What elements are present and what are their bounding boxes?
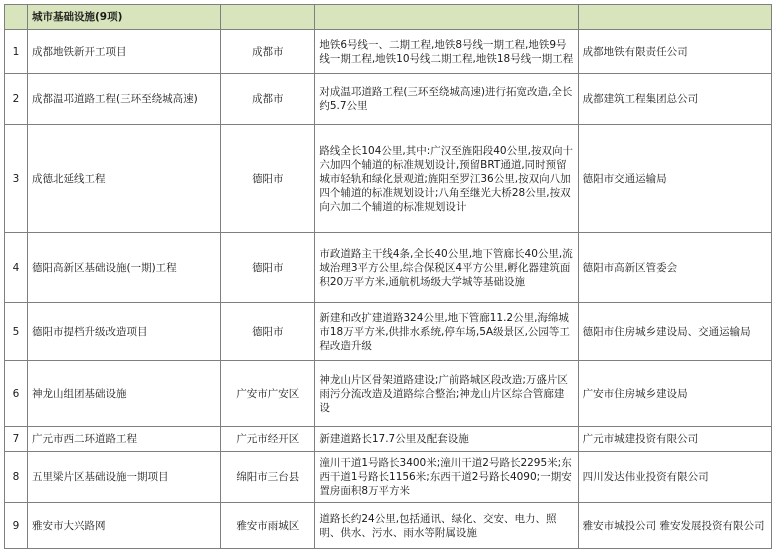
row-number: 7 xyxy=(5,427,28,452)
project-owner: 德阳市交通运输局 xyxy=(578,125,771,233)
project-name: 成都温邛道路工程(三环至绕城高速) xyxy=(27,74,220,125)
table-row xyxy=(5,30,772,74)
project-location: 绵阳市三台县 xyxy=(221,452,315,503)
header-spacer-cell xyxy=(5,5,28,30)
row-number: 2 xyxy=(5,74,28,125)
row-number: 9 xyxy=(5,503,28,549)
header-empty-cell xyxy=(315,5,578,30)
project-content: 路线全长104公里,其中:广汉至旌阳段40公里,按双向十六加四个辅道的标准规划设计,预留BRT通道,同时预留城市轻轨和绿化景观道;旌阳至罗江36公里,按双向八加四个辅道的标准规划设计;八角至继光大桥28公里,按双向六加二个辅道的标准规划设计 xyxy=(315,125,578,233)
project-location: 成都市 xyxy=(221,74,315,125)
project-owner: 成都建筑工程集团总公司 xyxy=(578,74,771,125)
project-content: 新建和改扩建道路324公里,地下管廊11.2公里,海绵城市18万平方米,供排水系统,停车场,5A级景区,公园等工程改造升级 xyxy=(315,303,578,361)
project-content: 神龙山片区骨架道路建设;广前路城区段改造;万盛片区雨污分流改造及道路综合整治;神龙山片区综合管廊建设 xyxy=(315,361,578,427)
header-empty-cell xyxy=(221,5,315,30)
project-content: 市政道路主干线4条,全长40公里,地下管廊长40公里,流域治理3平方公里,综合保税区4平方公里,孵化器建筑面积20万平方米,通航机场级大学城等基础设施 xyxy=(315,233,578,303)
project-location: 广元市经开区 xyxy=(221,427,315,452)
project-location: 雅安市雨城区 xyxy=(221,503,315,549)
table-row xyxy=(5,361,772,427)
row-number: 5 xyxy=(5,303,28,361)
section-title: 城市基础设施(9项) xyxy=(27,5,220,30)
table-row xyxy=(5,233,772,303)
project-owner: 成都地铁有限责任公司 xyxy=(578,30,771,74)
row-number: 6 xyxy=(5,361,28,427)
infrastructure-table xyxy=(4,4,772,549)
project-location: 德阳市 xyxy=(221,125,315,233)
project-content: 新建道路长17.7公里及配套设施 xyxy=(315,427,578,452)
project-name: 德阳高新区基础设施(一期)工程 xyxy=(27,233,220,303)
project-owner: 广安市住房城乡建设局 xyxy=(578,361,771,427)
project-owner: 广元市城建投资有限公司 xyxy=(578,427,771,452)
project-owner: 四川发达伟业投资有限公司 xyxy=(578,452,771,503)
table-row xyxy=(5,427,772,452)
row-number: 1 xyxy=(5,30,28,74)
project-owner: 雅安市城投公司 雅安发展投资有限公司 xyxy=(578,503,771,549)
project-owner: 德阳市住房城乡建设局、交通运输局 xyxy=(578,303,771,361)
project-name: 成德北延线工程 xyxy=(27,125,220,233)
project-name: 广元市西二环道路工程 xyxy=(27,427,220,452)
project-name: 五里梁片区基础设施一期项目 xyxy=(27,452,220,503)
project-name: 雅安市大兴路网 xyxy=(27,503,220,549)
project-location: 德阳市 xyxy=(221,233,315,303)
project-content: 潼川干道1号路长3400米;潼川干道2号路长2295米;东西干道1号路长1156米;东西干道2号路长4090;一期安置房面积8万平方米 xyxy=(315,452,578,503)
project-content: 对成温邛道路工程(三环至绕城高速)进行拓宽改造,全长约5.7公里 xyxy=(315,74,578,125)
row-number: 4 xyxy=(5,233,28,303)
project-location: 德阳市 xyxy=(221,303,315,361)
project-name: 成都地铁新开工项目 xyxy=(27,30,220,74)
row-number: 8 xyxy=(5,452,28,503)
project-location: 广安市广安区 xyxy=(221,361,315,427)
table-row xyxy=(5,303,772,361)
project-name: 德阳市提档升级改造项目 xyxy=(27,303,220,361)
header-empty-cell xyxy=(578,5,771,30)
table-row xyxy=(5,452,772,503)
table-row xyxy=(5,503,772,549)
project-content: 道路长约24公里,包括通讯、绿化、交安、电力、照明、供水、污水、雨水等附属设施 xyxy=(315,503,578,549)
project-name: 神龙山组团基础设施 xyxy=(27,361,220,427)
project-content: 地铁6号线一、二期工程,地铁8号线一期工程,地铁9号线一期工程,地铁10号线二期工程,地铁18号线一期工程 xyxy=(315,30,578,74)
table-row xyxy=(5,74,772,125)
project-location: 成都市 xyxy=(221,30,315,74)
row-number: 3 xyxy=(5,125,28,233)
table-row xyxy=(5,125,772,233)
table-header-row xyxy=(5,5,772,30)
project-owner: 德阳市高新区管委会 xyxy=(578,233,771,303)
